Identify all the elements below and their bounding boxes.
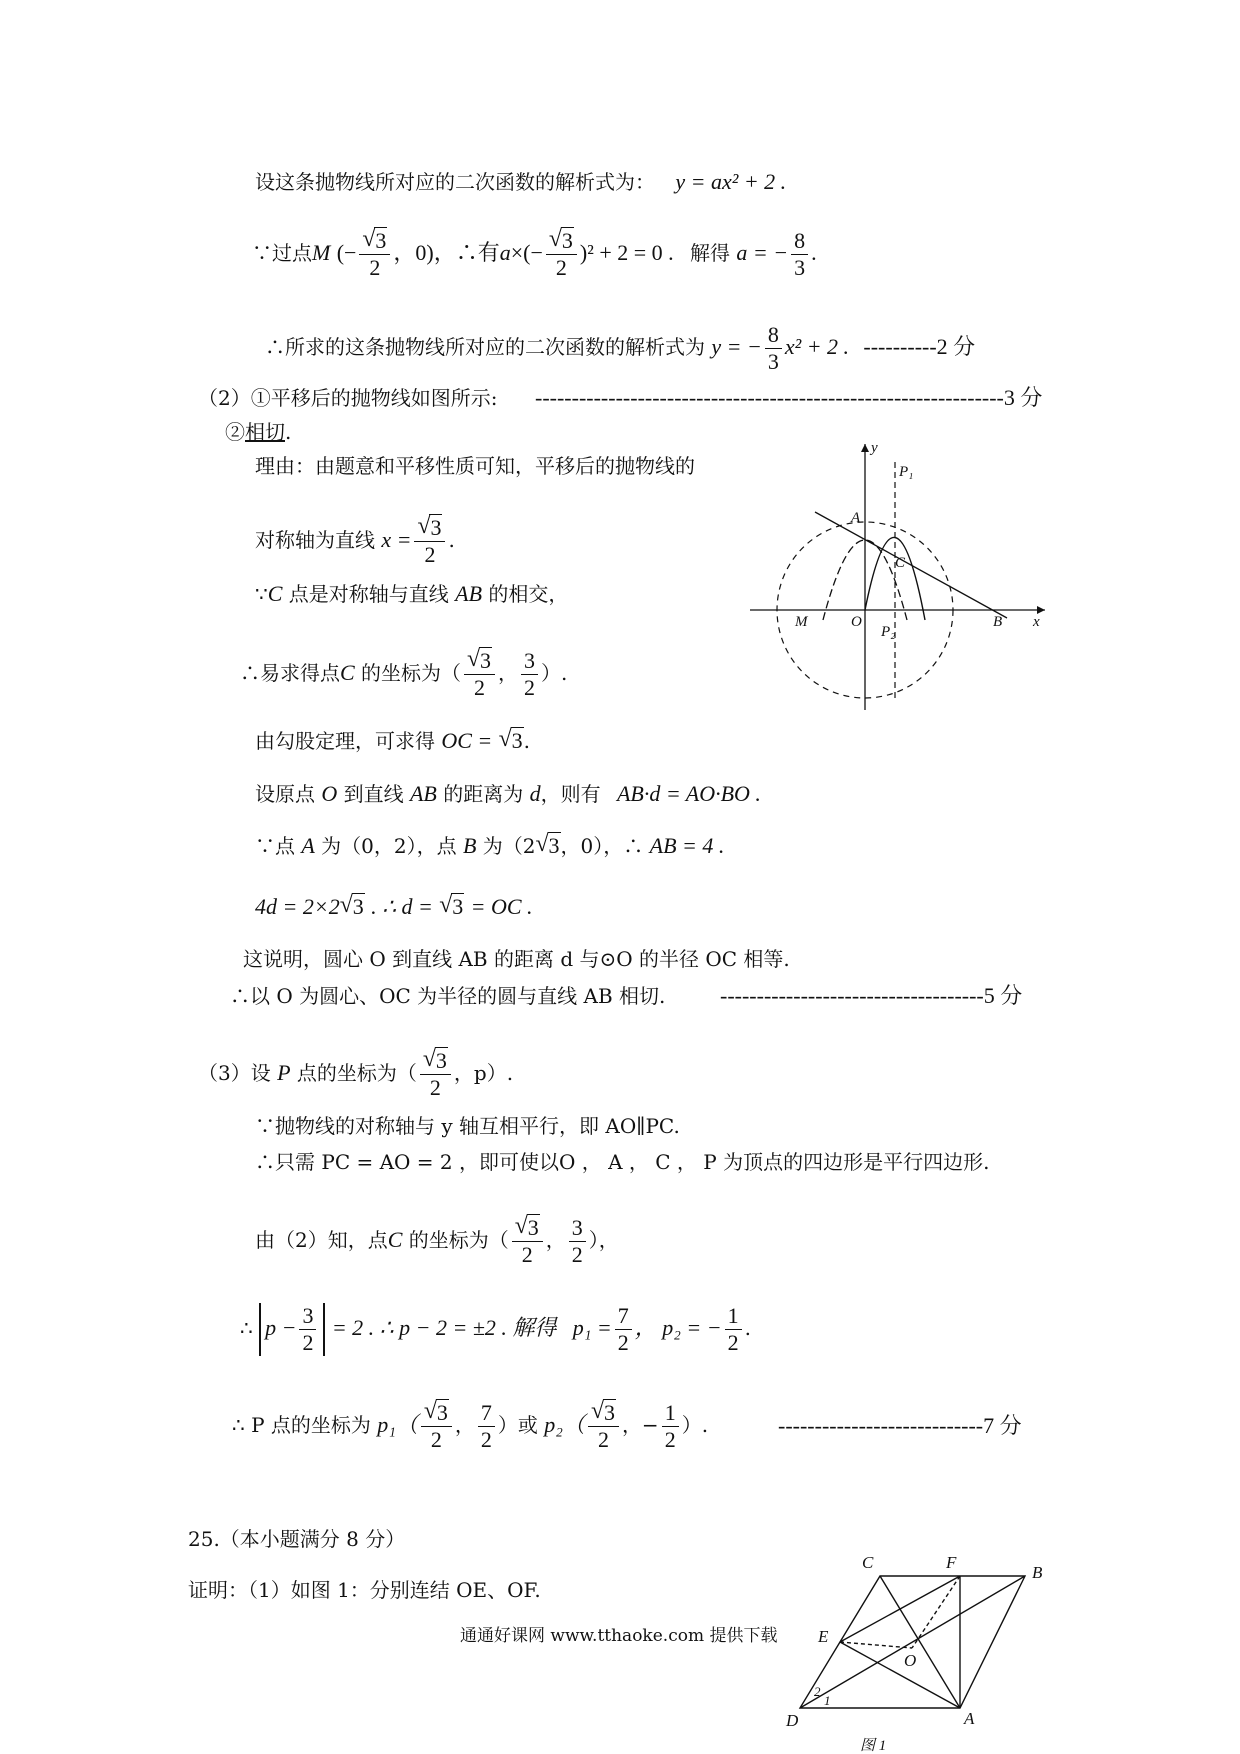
comma: ， (498, 661, 519, 685)
score-3: ----------------------------------------------------------------3 分 (535, 385, 1043, 410)
c-def-tail: 的相交， (488, 582, 569, 606)
c-coord-mid: 的坐标为（ (361, 661, 462, 685)
fraction-sqrt3-over-2: √ 3 2 (588, 1400, 619, 1453)
abs-equation: = 2 . ∴ p − 2 = ±2 . 解得 (331, 1315, 557, 1340)
fraction-8-over-3: $\frac{8}{3}$ (765, 322, 782, 375)
point-b: B (462, 833, 477, 858)
point-a: A (301, 833, 315, 858)
absolute-value: p − $\frac{3}{2}$ (259, 1303, 325, 1356)
fraction-sqrt3-over-2: √ 3 2 (421, 1400, 452, 1453)
therefore: ∴ (240, 1316, 253, 1340)
p1-coord: p₁（ (377, 1412, 418, 1437)
fraction-1-over-2: $\frac{1}{2}$ (662, 1400, 679, 1453)
ab-text: 为（2 (482, 834, 536, 858)
axis-eq: x = (381, 527, 412, 552)
conclusion: ∴以 O 为圆心、OC 为半径的圆与直线 AB 相切. (230, 984, 666, 1008)
sqrt-3: √ 3 (439, 892, 464, 919)
since-symbol: ∵ (255, 582, 268, 606)
d-text: ，则有 (540, 782, 601, 806)
part2-label: （2）①平移后的抛物线如图所示: (198, 386, 498, 410)
d-text: 的距离为 (443, 782, 524, 806)
part3-label-mid: 点的坐标为（ (296, 1061, 417, 1085)
label-y: y (871, 440, 878, 456)
period: . (523, 729, 530, 753)
line-ab: AB (455, 581, 483, 606)
close-paren: ）. (681, 1413, 709, 1437)
line-ab: AB (409, 781, 437, 806)
calc-part: = OC . (470, 894, 533, 919)
label-a: A (851, 510, 861, 526)
q25-title: 25.（本小题满分 8 分） (188, 1527, 406, 1551)
c-def-text: 点是对称轴与直线 (288, 582, 449, 606)
oc-text: 由勾股定理，可求得 (255, 729, 435, 753)
c-coord-text: ∴易求得点 (240, 661, 340, 685)
fraction-7-over-2: $\frac{7}{2}$ (615, 1303, 632, 1356)
ab-text: ∵点 (255, 834, 295, 858)
footer-credit: 通通好课网 www.tthaoke.com 提供下载 (460, 1626, 778, 1646)
point-c: C (387, 1227, 403, 1252)
d-text: 到直线 (343, 782, 404, 806)
fig1-caption: 图 1 (860, 1738, 887, 1754)
point-c: C (340, 660, 355, 685)
area-equation: AB·d = AO·BO . (616, 781, 761, 806)
figure-1-parallelogram (780, 1548, 1060, 1754)
ab-eq: AB = 4 . (649, 833, 725, 858)
from2-text: 由（2）知，点 (255, 1228, 388, 1252)
fig1-label-d: D (786, 1711, 799, 1730)
parallel-text: ∵抛物线的对称轴与 y 轴互相平行，即 AO∥PC. (255, 1114, 680, 1138)
sqrt-3: √ 3 (535, 831, 560, 858)
fraction-sqrt3-over-2: √ 3 2 (420, 1048, 451, 1101)
or-text: ）或 (497, 1413, 538, 1437)
p2-coord: p₂（ (544, 1412, 585, 1437)
setup-equation: y = ax² + 2 . (675, 169, 787, 194)
ab-text: 为（0，2），点 (321, 834, 457, 858)
fraction-3-over-2: $\frac{3}{2}$ (569, 1215, 586, 1268)
from2-mid: 的坐标为（ (408, 1228, 509, 1252)
reason-text: 理由：由题意和平移性质可知，平移后的抛物线的 (255, 454, 695, 478)
ab-text: ，0），∴ (560, 834, 644, 858)
sqrt-3: √ 3 (498, 726, 523, 753)
fraction-3-over-2: $\frac{3}{2}$ (521, 648, 538, 701)
close-paren: ）. (541, 661, 568, 685)
point-p: P (277, 1060, 291, 1085)
tangent-period: . (285, 420, 292, 444)
fraction-sqrt3-over-2: √ 3 2 (546, 228, 577, 281)
label-p1: P₁ (899, 464, 914, 480)
score-5: ------------------------------------5 分 (720, 983, 1023, 1008)
tangent-word: 相切 (245, 420, 285, 444)
sqrt-3: √ 3 (339, 892, 364, 919)
fraction-sqrt3-over-2: √ 3 2 (464, 648, 495, 701)
d-text: 设原点 (255, 782, 315, 806)
fraction-8-over-3: $\frac{8}{3}$ (791, 228, 808, 281)
result-text: ∴ P 点的坐标为 (232, 1413, 371, 1437)
fig1-label-c: C (862, 1553, 874, 1572)
solve-text: 解得 (690, 241, 730, 265)
label-p2: P₂ (881, 624, 896, 640)
comma: ， (545, 1228, 566, 1252)
need-text: ∴只需 PC = AO = 2 ，即可使以O ， A ， C ， P 为顶点的四边形是平行四边形. (255, 1150, 990, 1174)
point-m: M (312, 240, 331, 265)
tangent-num: ② (225, 420, 245, 444)
label-c: C (895, 555, 906, 571)
comma-neg: ，− (621, 1413, 659, 1437)
eq-mid: ×(− (510, 240, 543, 265)
label-m: M (795, 614, 808, 630)
fraction-7-over-2: $\frac{7}{2}$ (478, 1400, 495, 1453)
axis-text: 对称轴为直线 (255, 528, 375, 552)
fig1-label-1: 1 (824, 1693, 831, 1708)
var-a: a (499, 240, 511, 265)
coord-open: (− (336, 240, 357, 265)
fig1-label-e: E (818, 1627, 829, 1646)
oc-eq: OC = (441, 728, 493, 753)
fraction-sqrt3-over-2: √ 3 2 (414, 515, 445, 568)
period: . (811, 240, 817, 265)
fraction-1-over-2: $\frac{1}{2}$ (725, 1303, 742, 1356)
part3-label-tail: ，p）. (453, 1061, 514, 1085)
fig1-label-o: O (904, 1651, 917, 1670)
p1-eq: p₁ = (572, 1315, 612, 1340)
part3-label: （3）设 (198, 1061, 271, 1085)
point-c: C (267, 581, 283, 606)
result-tail: x² + 2 . (784, 334, 850, 359)
label-b: B (993, 614, 1003, 630)
comma: ， (454, 1413, 475, 1437)
parabola-figure (745, 440, 1065, 720)
fig1-label-f: F (946, 1553, 957, 1572)
calc-part: . ∴ d = (371, 894, 433, 919)
q25-proof: 证明：（1）如图 1：分别连结 OE、OF. (188, 1578, 541, 1602)
label-x: x (1033, 614, 1040, 630)
eq-end: )² + 2 = 0 . (579, 240, 674, 265)
point-o: O (321, 781, 338, 806)
period: . (744, 1316, 751, 1340)
fraction-sqrt3-over-2: √ 3 2 (512, 1215, 543, 1268)
score-7: ----------------------------7 分 (778, 1413, 1022, 1438)
fig1-label-2: 2 (814, 1684, 821, 1699)
fig1-label-b: B (1032, 1563, 1043, 1582)
fig1-label-a: A (964, 1709, 975, 1728)
since-text: ∵过点 (252, 241, 312, 265)
fraction-sqrt3-over-2: √ 3 2 (359, 228, 390, 281)
a-equals: a = − (736, 240, 789, 265)
explanation: 这说明，圆心 O 到直线 AB 的距离 d 与⊙O 的半径 OC 相等. (243, 947, 790, 971)
calc-part: 4d = 2×2 (255, 894, 340, 919)
setup-text: 设这条抛物线所对应的二次函数的解析式为： (255, 170, 655, 194)
score-2: ----------2 分 (863, 334, 976, 359)
result-eq: y = − (711, 334, 762, 359)
from2-tail: ）， (588, 1228, 619, 1252)
result-text: ∴所求的这条抛物线所对应的二次函数的解析式为 (265, 335, 705, 359)
label-o: O (851, 614, 862, 630)
coord-close: ，0)，∴有 (393, 240, 500, 265)
period: . (448, 528, 455, 552)
p2-eq: ， p₂ = − (634, 1315, 722, 1340)
var-d: d (529, 781, 541, 806)
